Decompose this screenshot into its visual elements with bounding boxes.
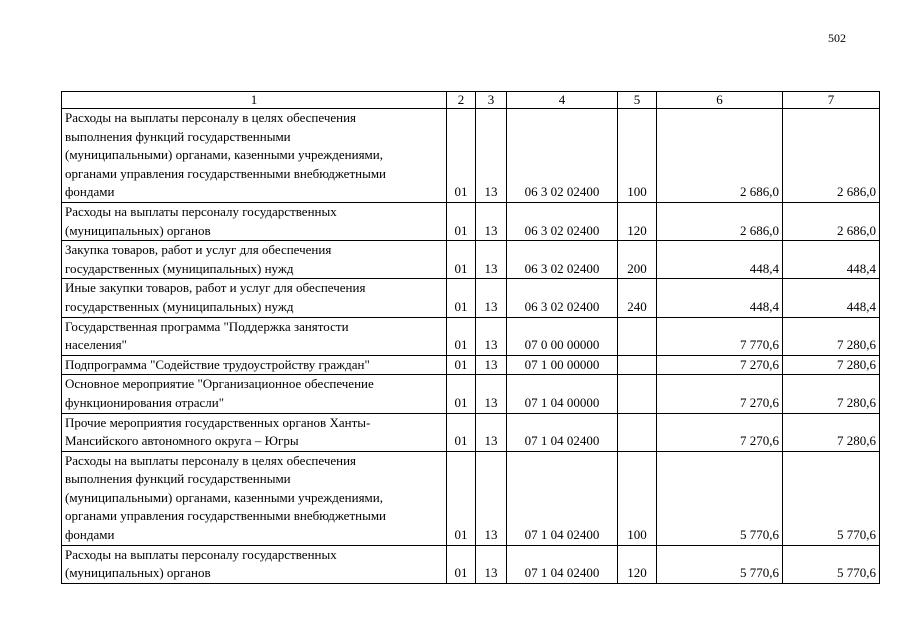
row-name-line: (муниципальных) органов bbox=[65, 222, 211, 238]
header-cell: 6 bbox=[657, 92, 783, 109]
table-row bbox=[62, 451, 880, 545]
expense-type-cell bbox=[618, 355, 657, 375]
header-cell: 5 bbox=[618, 92, 657, 109]
row-name-line: Государственная программа "Поддержка занятости bbox=[65, 318, 349, 334]
table-row bbox=[62, 545, 880, 583]
section-cell: 01 bbox=[447, 279, 476, 317]
table-row bbox=[62, 413, 880, 451]
amount-year1-cell: 7 270,6 bbox=[657, 355, 783, 375]
table-row bbox=[62, 241, 880, 279]
row-name-cell bbox=[62, 375, 447, 413]
row-name-line: функционирования отрасли" bbox=[65, 394, 225, 410]
section-cell: 01 bbox=[447, 109, 476, 203]
row-name-line: (муниципальными) органами, казенными учреждениями, bbox=[65, 489, 383, 505]
subsection-cell: 13 bbox=[476, 241, 507, 279]
row-name-cell bbox=[62, 109, 447, 203]
row-name-line: фондами bbox=[65, 527, 115, 543]
subsection-cell: 13 bbox=[476, 545, 507, 583]
row-name-line: Расходы на выплаты персоналу в целях обеспечения bbox=[65, 110, 357, 125]
section-cell: 01 bbox=[447, 317, 476, 355]
row-name-cell bbox=[62, 355, 447, 375]
target-article-cell: 07 1 04 02400 bbox=[507, 413, 618, 451]
target-article-cell: 07 1 04 02400 bbox=[507, 545, 618, 583]
amount-year2-cell: 448,4 bbox=[783, 279, 880, 317]
row-name-cell bbox=[62, 317, 447, 355]
table-row bbox=[62, 202, 880, 240]
amount-year1-cell: 2 686,0 bbox=[657, 202, 783, 240]
table-row bbox=[62, 317, 880, 355]
amount-year1-cell: 448,4 bbox=[657, 241, 783, 279]
row-name-cell bbox=[62, 241, 447, 279]
row-name-cell bbox=[62, 279, 447, 317]
row-name-line: Расходы на выплаты персоналу государственных bbox=[65, 546, 337, 562]
budget-table bbox=[61, 91, 880, 584]
row-name-line: органами управления государственными внебюджетными bbox=[65, 508, 387, 524]
row-name-cell bbox=[62, 202, 447, 240]
expense-type-cell bbox=[618, 375, 657, 413]
section-cell: 01 bbox=[447, 375, 476, 413]
subsection-cell: 13 bbox=[476, 451, 507, 545]
target-article-cell: 06 3 02 02400 bbox=[507, 241, 618, 279]
amount-year1-cell: 5 770,6 bbox=[657, 451, 783, 545]
page-number: 502 bbox=[828, 31, 846, 45]
row-name-line: Расходы на выплаты персоналу в целях обеспечения bbox=[65, 452, 357, 468]
row-name-line: государственных (муниципальных) нужд bbox=[65, 298, 294, 314]
section-cell: 01 bbox=[447, 413, 476, 451]
section-cell: 01 bbox=[447, 545, 476, 583]
expense-type-cell bbox=[618, 413, 657, 451]
header-cell: 1 bbox=[62, 92, 447, 109]
amount-year1-cell: 7 270,6 bbox=[657, 413, 783, 451]
header-cell: 3 bbox=[476, 92, 507, 109]
header-cell: 4 bbox=[507, 92, 618, 109]
amount-year2-cell: 7 280,6 bbox=[783, 413, 880, 451]
table-row bbox=[62, 375, 880, 413]
target-article-cell: 07 1 04 00000 bbox=[507, 375, 618, 413]
row-name-line: выполнения функций государственными bbox=[65, 471, 291, 487]
amount-year2-cell: 7 280,6 bbox=[783, 375, 880, 413]
subsection-cell: 13 bbox=[476, 355, 507, 375]
expense-type-cell: 100 bbox=[618, 451, 657, 545]
row-name-cell bbox=[62, 451, 447, 545]
subsection-cell: 13 bbox=[476, 109, 507, 203]
header-cell: 2 bbox=[447, 92, 476, 109]
target-article-cell: 07 1 00 00000 bbox=[507, 355, 618, 375]
expense-type-cell: 120 bbox=[618, 202, 657, 240]
target-article-cell: 07 1 04 02400 bbox=[507, 451, 618, 545]
table-row bbox=[62, 355, 880, 375]
row-name-cell bbox=[62, 545, 447, 583]
row-name-line: государственных (муниципальных) нужд bbox=[65, 260, 294, 276]
row-name-line: Закупка товаров, работ и услуг для обеспечения bbox=[65, 242, 332, 258]
amount-year1-cell: 448,4 bbox=[657, 279, 783, 317]
row-name-line: Подпрограмма "Содействие трудоустройству граждан" bbox=[65, 356, 370, 372]
header-cell: 7 bbox=[783, 92, 880, 109]
amount-year2-cell: 7 280,6 bbox=[783, 317, 880, 355]
amount-year2-cell: 2 686,0 bbox=[783, 109, 880, 203]
section-cell: 01 bbox=[447, 355, 476, 375]
row-name-line: Основное мероприятие "Организационное обеспечение bbox=[65, 376, 374, 392]
section-cell: 01 bbox=[447, 451, 476, 545]
row-name-line: (муниципальных) органов bbox=[65, 565, 211, 581]
amount-year1-cell: 7 270,6 bbox=[657, 375, 783, 413]
subsection-cell: 13 bbox=[476, 202, 507, 240]
amount-year2-cell: 448,4 bbox=[783, 241, 880, 279]
row-name-line: фондами bbox=[65, 184, 115, 200]
amount-year2-cell: 2 686,0 bbox=[783, 202, 880, 240]
target-article-cell: 06 3 02 02400 bbox=[507, 109, 618, 203]
table-row bbox=[62, 279, 880, 317]
row-name-line: населения" bbox=[65, 337, 127, 353]
expense-type-cell: 120 bbox=[618, 545, 657, 583]
expense-type-cell bbox=[618, 317, 657, 355]
target-article-cell: 06 3 02 02400 bbox=[507, 279, 618, 317]
row-name-line: Прочие мероприятия государственных органов Ханты- bbox=[65, 414, 371, 430]
subsection-cell: 13 bbox=[476, 317, 507, 355]
section-cell: 01 bbox=[447, 241, 476, 279]
subsection-cell: 13 bbox=[476, 413, 507, 451]
expense-type-cell: 200 bbox=[618, 241, 657, 279]
section-cell: 01 bbox=[447, 202, 476, 240]
row-name-line: Мансийского автономного округа – Югры bbox=[65, 433, 299, 449]
amount-year1-cell: 2 686,0 bbox=[657, 109, 783, 203]
subsection-cell: 13 bbox=[476, 375, 507, 413]
amount-year1-cell: 7 770,6 bbox=[657, 317, 783, 355]
amount-year2-cell: 7 280,6 bbox=[783, 355, 880, 375]
row-name-line: (муниципальными) органами, казенными учреждениями, bbox=[65, 147, 383, 163]
expense-type-cell: 240 bbox=[618, 279, 657, 317]
target-article-cell: 06 3 02 02400 bbox=[507, 202, 618, 240]
row-name-line: Иные закупки товаров, работ и услуг для обеспечения bbox=[65, 280, 366, 296]
table-row bbox=[62, 109, 880, 203]
target-article-cell: 07 0 00 00000 bbox=[507, 317, 618, 355]
table-header-row bbox=[62, 92, 880, 109]
amount-year2-cell: 5 770,6 bbox=[783, 545, 880, 583]
expense-type-cell: 100 bbox=[618, 109, 657, 203]
row-name-cell bbox=[62, 413, 447, 451]
row-name-line: выполнения функций государственными bbox=[65, 128, 291, 144]
subsection-cell: 13 bbox=[476, 279, 507, 317]
row-name-line: органами управления государственными внебюджетными bbox=[65, 165, 387, 181]
amount-year2-cell: 5 770,6 bbox=[783, 451, 880, 545]
row-name-line: Расходы на выплаты персоналу государственных bbox=[65, 203, 337, 219]
amount-year1-cell: 5 770,6 bbox=[657, 545, 783, 583]
